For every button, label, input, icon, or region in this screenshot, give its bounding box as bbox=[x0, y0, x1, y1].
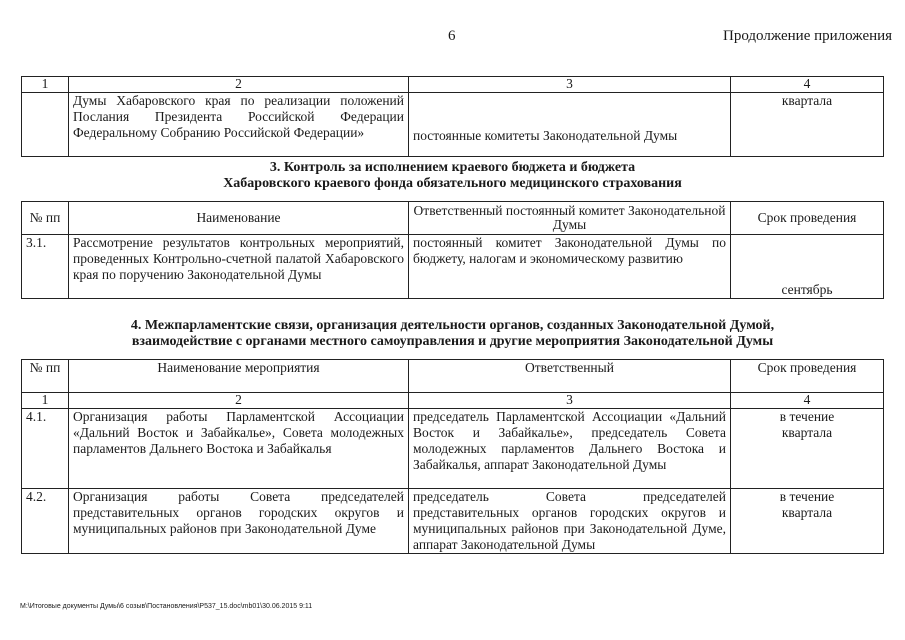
header-name: Наименование bbox=[69, 202, 409, 235]
row-term: сентябрь bbox=[731, 235, 884, 299]
row-name: Организация работы Парламентской Ассоциации «Дальний Восток и Забайкалье», Совета молодежных парламентов Дальнего Востока и Забайкалья bbox=[69, 409, 409, 489]
row-number: 3.1. bbox=[22, 235, 69, 299]
table-row bbox=[22, 489, 884, 554]
section-3-title-line2: Хабаровского краевого фонда обязательного медицинского страхования bbox=[223, 176, 682, 191]
header-name: Наименование мероприятия bbox=[69, 360, 409, 393]
continuation-label: Продолжение приложения bbox=[723, 28, 893, 44]
row-responsible: председатель Парламентской Ассоциации «Дальний Восток и Забайкалье», председатель Совета молодежных парламентов Дальнего Востока и Забайкалья, аппарат Законодательной Думы bbox=[409, 409, 731, 489]
column-numbers-row bbox=[22, 393, 884, 409]
header-row bbox=[22, 360, 884, 393]
continuation-table bbox=[21, 76, 884, 157]
row-responsible: председатель Совета председателей представительных органов городских округов и муниципальных районов при Законодательной Думе, аппарат Законодательной Думы bbox=[409, 489, 731, 554]
col-number: 1 bbox=[22, 77, 69, 93]
section-4-title-line2: взаимодействие с органами местного самоуправления и другие мероприятия Законодательной Думы bbox=[131, 334, 774, 349]
row-term: в течение квартала bbox=[731, 489, 884, 554]
row-term: в течение квартала bbox=[731, 409, 884, 489]
header-row bbox=[22, 202, 884, 235]
section-3-title-line1: 3. Контроль за исполнением краевого бюджета и бюджета bbox=[269, 160, 636, 175]
row-responsible: постоянные комитеты Законодательной Думы bbox=[409, 93, 731, 157]
row-responsible: постоянный комитет Законодательной Думы по бюджету, налогам и экономическому развитию bbox=[409, 235, 731, 299]
row-number: 4.2. bbox=[22, 489, 69, 554]
table-row bbox=[22, 93, 884, 157]
col-number: 2 bbox=[69, 393, 409, 409]
col-number: 3 bbox=[409, 77, 731, 93]
section-3-table bbox=[21, 201, 884, 299]
col-number: 3 bbox=[409, 393, 731, 409]
row-name: Думы Хабаровского края по реализации положений Послания Президента Российской Федерации Федеральному Собранию Российской Федерации» bbox=[69, 93, 409, 157]
col-number: 4 bbox=[731, 393, 884, 409]
row-name: Организация работы Совета председателей представительных органов городских округов и муниципальных районов при Законодательной Думе bbox=[69, 489, 409, 554]
row-number bbox=[22, 93, 69, 157]
header-responsible: Ответственный постоянный комитет Законодательной Думы bbox=[409, 202, 731, 235]
row-number: 4.1. bbox=[22, 409, 69, 489]
header-num: № пп bbox=[22, 202, 69, 235]
section-4-title-line1: 4. Межпарламентские связи, организация деятельности органов, созданных Законодательной Думой, bbox=[130, 318, 775, 333]
footer-file-path: М:\Итоговые документы Думы\6 созыв\Постановления\Р537_15.doc\mb01\30.06.2015 9:11 bbox=[20, 603, 313, 610]
col-number: 2 bbox=[69, 77, 409, 93]
header-term: Срок проведения bbox=[731, 202, 884, 235]
column-numbers-row bbox=[22, 77, 884, 93]
col-number: 4 bbox=[731, 77, 884, 93]
header-term: Срок проведения bbox=[731, 360, 884, 393]
table-row bbox=[22, 409, 884, 489]
row-term: квартала bbox=[731, 93, 884, 157]
col-number: 1 bbox=[22, 393, 69, 409]
header-num: № пп bbox=[22, 360, 69, 393]
page-number: 6 bbox=[448, 28, 456, 44]
row-name: Рассмотрение результатов контрольных мероприятий, проведенных Контрольно-счетной палатой Хабаровского края по поручению Законодательной Думы bbox=[69, 235, 409, 299]
header-responsible: Ответственный bbox=[409, 360, 731, 393]
table-row bbox=[22, 235, 884, 299]
section-4-table bbox=[21, 359, 884, 554]
